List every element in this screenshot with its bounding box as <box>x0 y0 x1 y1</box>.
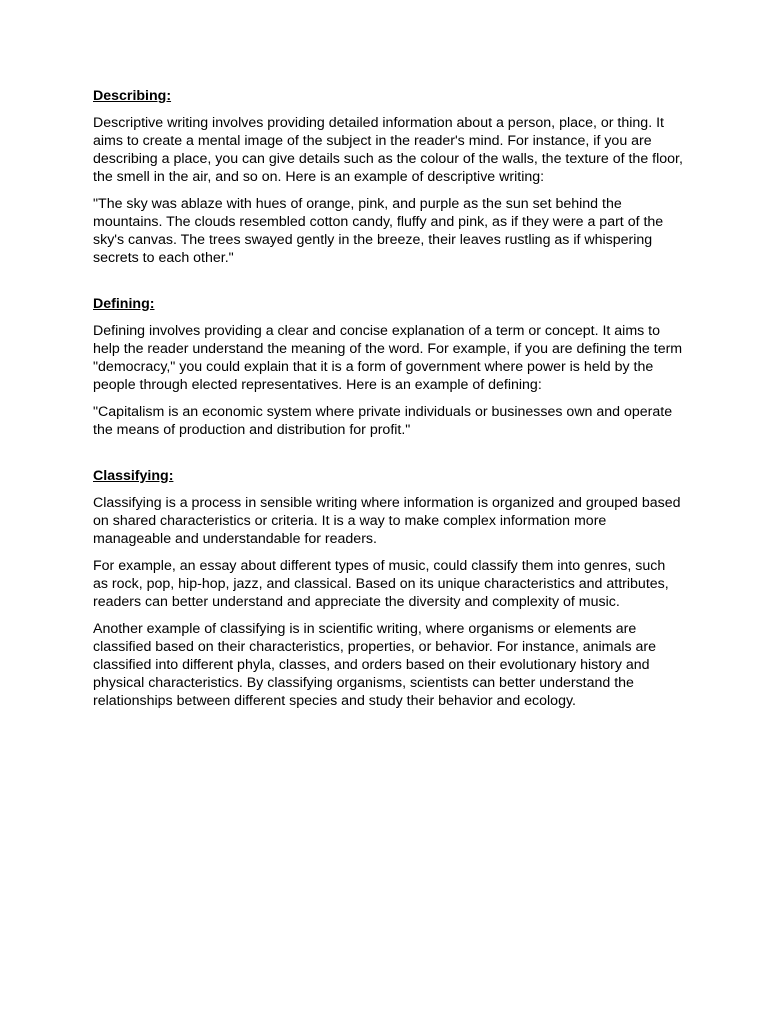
section-describing <box>93 87 683 267</box>
section-heading: Defining: <box>93 296 155 312</box>
paragraph: Another example of classifying is in scientific writing, where organisms or elements are classified based on their characteristics, properties, or behavior. For instance, animals are classified into different phyla, classes, and orders based on their evolutionary history and physical characteristics. By classifying organisms, scientists can better understand the relationships between different species and study their behavior and ecology. <box>93 621 657 709</box>
paragraph: Descriptive writing involves providing detailed information about a person, place, or thing. It aims to create a mental image of the subject in the reader's mind. For instance, if you are describing a place, you can give details such as the colour of the walls, the texture of the floor, the smell in the air, and so on. Here is an example of descriptive writing: <box>93 115 683 185</box>
quote-paragraph: "The sky was ablaze with hues of orange, pink, and purple as the sun set behind the mountains. The clouds resembled cotton candy, fluffy and pink, as if they were a part of the sky's canvas. The trees swayed gently in the breeze, their leaves rustling as if whispering secrets to each other." <box>93 196 664 266</box>
section-defining <box>93 295 683 439</box>
section-spacer <box>93 276 683 295</box>
paragraph: Classifying is a process in sensible writing where information is organized and grouped based on shared characteristics or criteria. It is a way to make complex information more manageable and understandable for readers. <box>93 495 681 547</box>
paragraph: Defining involves providing a clear and concise explanation of a term or concept. It aims to help the reader understand the meaning of the word. For example, if you are defining the term "democracy," you could explain that it is a form of government where power is held by the people through elected representatives. Here is an example of defining: <box>93 323 683 393</box>
section-spacer <box>93 448 683 467</box>
document-page <box>93 87 683 719</box>
section-heading: Classifying: <box>93 468 174 484</box>
section-classifying <box>93 467 683 710</box>
paragraph: For example, an essay about different types of music, could classify them into genres, such as rock, pop, hip-hop, jazz, and classical. Based on its unique characteristics and attributes, readers can better understand and appreciate the diversity and complexity of music. <box>93 558 669 610</box>
quote-paragraph: "Capitalism is an economic system where private individuals or businesses own and operate the means of production and distribution for profit." <box>93 404 673 438</box>
section-heading: Describing: <box>93 88 172 104</box>
